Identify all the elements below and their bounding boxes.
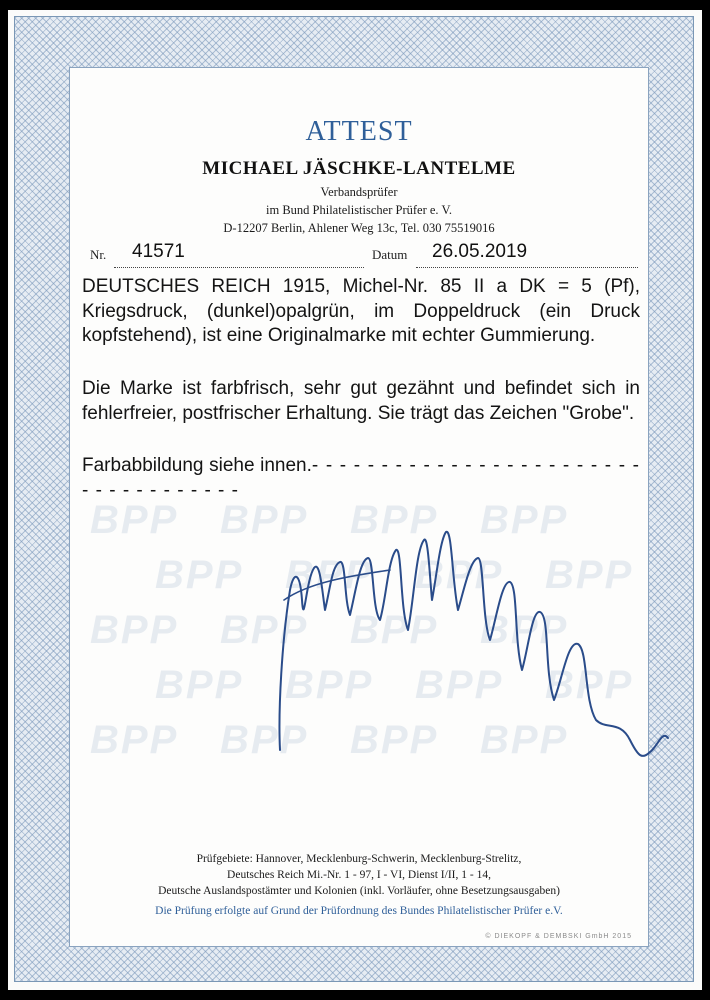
- certificate-number-label: Nr.: [90, 247, 107, 262]
- examiner-association: im Bund Philatelistischer Prüfer e. V.: [266, 203, 452, 217]
- bpp-watermark-text: BPP: [220, 498, 309, 542]
- bpp-watermark-text: BPP: [415, 663, 504, 707]
- bpp-watermark-text: BPP: [90, 608, 179, 652]
- attest-title: ATTEST: [305, 116, 413, 147]
- bpp-watermark-text: BPP: [545, 553, 634, 597]
- printer-mark: © DIEKOPF & DEMBSKI GmbH 2015: [485, 933, 632, 940]
- examiner-signature: [270, 520, 700, 770]
- guilloche-border: [14, 16, 694, 982]
- certificate-content: [69, 67, 649, 947]
- bpp-watermark-text: BPP: [285, 663, 374, 707]
- date-dotted-line: [416, 267, 638, 268]
- bpp-watermark-text: BPP: [350, 498, 439, 542]
- color-image-note-dashes: - - - - - - - - - - - - - - - - - - - - - - - - - - - - - - - - - - - -: [82, 455, 640, 501]
- bpp-watermark-text: BPP: [90, 498, 179, 542]
- bpp-watermark-text: BPP: [285, 553, 374, 597]
- bpp-watermark-text: BPP: [545, 663, 634, 707]
- bpp-watermark-text: BPP: [90, 718, 179, 762]
- bpp-watermark-text: BPP: [480, 498, 569, 542]
- condition-description: Die Marke ist farbfrisch, sehr gut gezähnt und befindet sich in fehlerfreier, postfrischer Erhaltung. Sie trägt das Zeichen "Grobe".: [82, 378, 640, 424]
- examiner-name: MICHAEL JÄSCHKE-LANTELME: [202, 158, 516, 179]
- bpp-watermark-text: BPP: [480, 718, 569, 762]
- certificate-date: 26.05.2019: [432, 241, 528, 262]
- stamp-description: DEUTSCHES REICH 1915, Michel-Nr. 85 II a DK = 5 (Pf), Kriegsdruck, (dunkel)opalgrün, im Doppeldruck (ein Druck kopfstehend), ist eine Originalmarke mit echter Gummierung.: [82, 276, 640, 346]
- exam-areas-line2: Deutsches Reich Mi.-Nr. 1 - 97, I - VI, Dienst I/II, 1 - 14,: [227, 869, 491, 881]
- examiner-address: D-12207 Berlin, Ahlener Weg 13c, Tel. 030 75519016: [223, 221, 495, 235]
- exam-regulation-note: Die Prüfung erfolgte auf Grund der Prüfordnung des Bundes Philatelistischer Prüfer e.V.: [155, 905, 563, 917]
- exam-areas-line1: Prüfgebiete: Hannover, Mecklenburg-Schwerin, Mecklenburg-Strelitz,: [196, 853, 522, 865]
- certificate-number: 41571: [132, 241, 185, 262]
- certificate-page: [8, 10, 702, 990]
- bpp-watermark-text: BPP: [155, 663, 244, 707]
- certificate-date-label: Datum: [372, 247, 408, 262]
- bpp-watermark-text: BPP: [220, 608, 309, 652]
- bpp-watermark-text: BPP: [350, 718, 439, 762]
- color-image-note-text: Farbabbildung siehe innen.: [82, 455, 312, 476]
- number-dotted-line: [114, 267, 364, 268]
- exam-areas-line3: Deutsche Auslandspostämter und Kolonien (inkl. Vorläufer, ohne Besetzungsausgaben): [158, 885, 560, 897]
- bpp-watermark-text: BPP: [415, 553, 504, 597]
- bpp-watermark-text: BPP: [220, 718, 309, 762]
- bpp-watermark-text: BPP: [480, 608, 569, 652]
- bpp-watermark-text: BPP: [155, 553, 244, 597]
- examiner-role: Verbandsprüfer: [320, 185, 398, 199]
- color-image-note: [82, 454, 640, 503]
- bpp-watermark-text: BPP: [350, 608, 439, 652]
